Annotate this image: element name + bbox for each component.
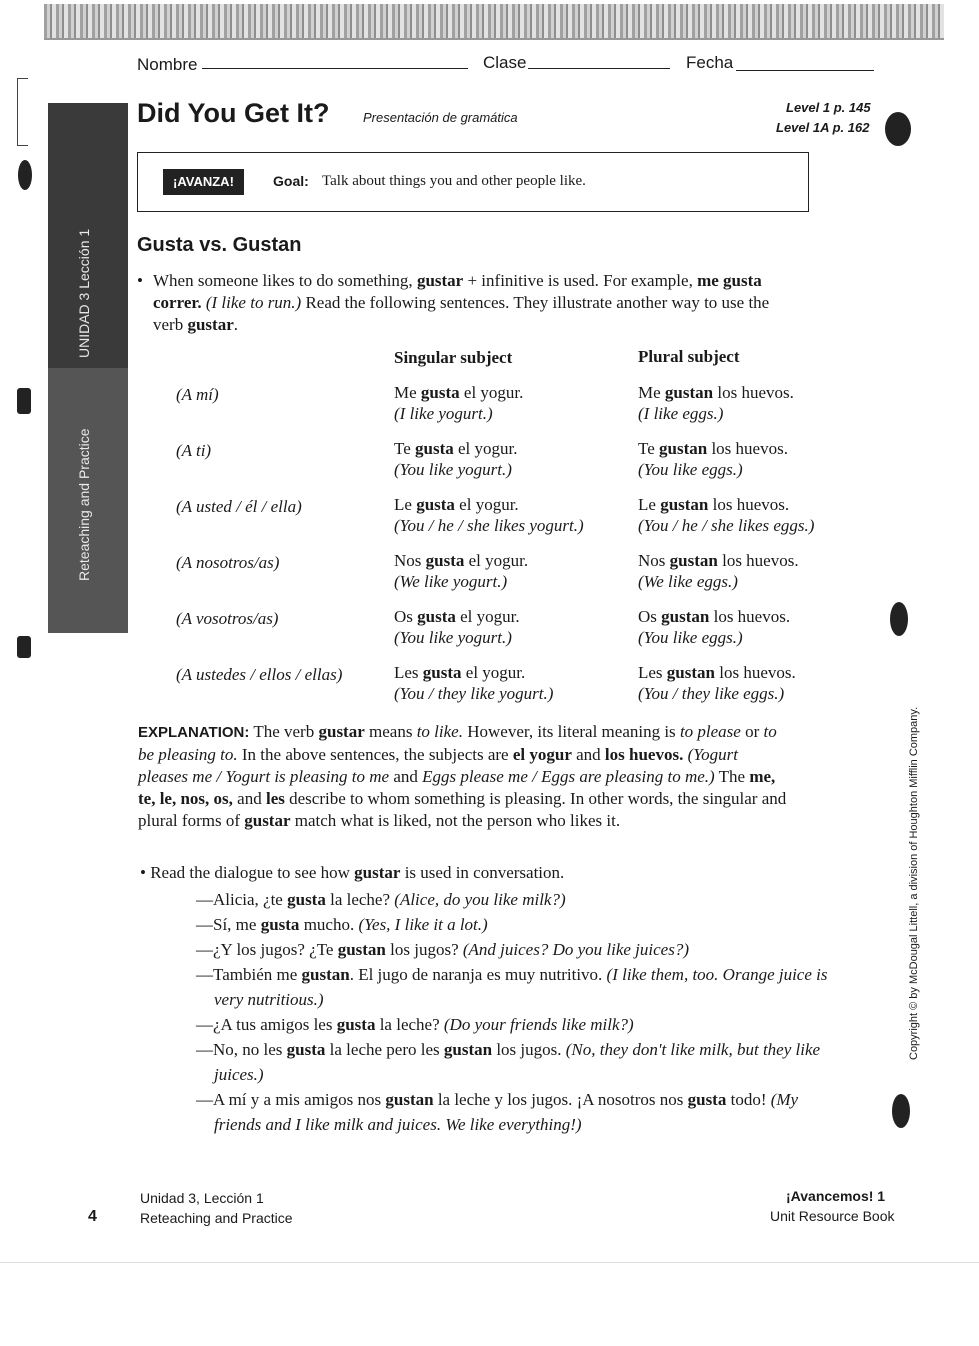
plural-sentence: Nos gustan los huevos. xyxy=(638,551,799,570)
table-pronoun: (A ustedes / ellos / ellas) xyxy=(176,665,343,684)
dialogue-line: —Sí, me gusta mucho. (Yes, I like it a lot.) xyxy=(196,915,488,934)
fecha-label: Fecha xyxy=(686,53,734,72)
singular-translation: (You like yogurt.) xyxy=(394,460,512,479)
level-1-ref: Level 1 p. 145 xyxy=(786,100,871,115)
moon-icon xyxy=(885,112,911,146)
dialogue xyxy=(196,887,846,1137)
fecha-field[interactable] xyxy=(736,69,874,71)
singular-translation: (I like yogurt.) xyxy=(394,404,493,423)
clase-field[interactable] xyxy=(528,67,670,69)
page-number: 4 xyxy=(88,1208,97,1225)
singular-translation: (You / they like yogurt.) xyxy=(394,684,554,703)
table-pronoun: (A ti) xyxy=(176,441,212,460)
singular-translation: (We like yogurt.) xyxy=(394,572,508,591)
plural-translation: (You like eggs.) xyxy=(638,628,743,647)
table-pronoun: (A mí) xyxy=(176,385,219,404)
dialogue-line: —¿Y los jugos? ¿Te gustan los jugos? (And juices? Do you like juices?) xyxy=(196,940,689,959)
footer-section: Reteaching and Practice xyxy=(140,1210,293,1226)
plural-translation: (I like eggs.) xyxy=(638,404,724,423)
singular-sentence: Le gusta el yogur. xyxy=(394,495,519,514)
sidebar-unit: UNIDAD 3 Lección 1 xyxy=(76,228,92,358)
dialogue-intro: • Read the dialogue to see how gustar is used in conversation. xyxy=(140,863,565,882)
moon-icon xyxy=(892,1094,910,1128)
intro-paragraph: • When someone likes to do something, gustar + infinitive is used. For example, me gusta correr. (I like to run.) Read the following sentences. They illustrate another way to use the verb gustar. xyxy=(137,271,770,334)
singular-sentence: Me gusta el yogur. xyxy=(394,383,524,402)
footer-book-sub: Unit Resource Book xyxy=(770,1208,895,1224)
table-pronoun: (A usted / él / ella) xyxy=(176,497,302,516)
singular-sentence: Les gusta el yogur. xyxy=(394,663,526,682)
sidebar-tab xyxy=(48,103,128,633)
goal-text: Talk about things you and other people like. xyxy=(322,173,586,189)
plural-sentence: Te gustan los huevos. xyxy=(638,439,788,458)
plural-translation: (You / he / she likes eggs.) xyxy=(638,516,815,535)
goal-label: Goal: xyxy=(273,173,309,189)
plural-sentence: Os gustan los huevos. xyxy=(638,607,791,626)
goal-box xyxy=(137,152,809,212)
sidebar-section: Reteaching and Practice xyxy=(76,428,92,581)
moon-icon xyxy=(890,602,908,636)
copyright-notice: Copyright © by McDougal Littell, a division of Houghton Mifflin Company. xyxy=(908,706,920,1060)
footer-book-title: ¡Avancemos! 1 xyxy=(786,1188,886,1204)
plural-sentence: Le gustan los huevos. xyxy=(638,495,790,514)
dialogue-line: —También me gustan. El jugo de naranja es muy nutritivo. (I like them, too. Orange juice is very nutritious.) xyxy=(196,965,828,1009)
decorative-border xyxy=(44,4,944,40)
nombre-label: Nombre xyxy=(137,55,198,74)
table-pronoun: (A nosotros/as) xyxy=(176,553,280,572)
col-plural-header: Plural subject xyxy=(638,347,740,366)
clase-label: Clase xyxy=(483,53,527,72)
scan-edge xyxy=(0,1262,979,1263)
plural-sentence: Me gustan los huevos. xyxy=(638,383,794,402)
singular-translation: (You like yogurt.) xyxy=(394,628,512,647)
explanation-paragraph: EXPLANATION: The verb gustar means to like. However, its literal meaning is to please or to be pleasing to. In the above sentences, the subjects are el yogur and los huevos. (Yogurt pleases me / Yogurt is pleasing to me and Eggs please me / Eggs are pleasing to me.) The me, te, le, nos, os, and les describe to whom something is pleasing. In other words, the singular and plural forms of gustar match what is liked, not the person who likes it. xyxy=(138,722,787,830)
dialogue-line: —A mí y a mis amigos nos gustan la leche y los jugos. ¡A nosotros nos gusta todo! (My friends and I like milk and juices. We like everything!) xyxy=(196,1090,799,1134)
singular-sentence: Os gusta el yogur. xyxy=(394,607,520,626)
tab-marker-icon xyxy=(17,388,31,414)
singular-sentence: Te gusta el yogur. xyxy=(394,439,518,458)
binder-hole-icon xyxy=(18,160,32,190)
footer-unit: Unidad 3, Lección 1 xyxy=(140,1190,264,1206)
tab-marker-icon xyxy=(17,636,31,658)
plural-sentence: Les gustan los huevos. xyxy=(638,663,796,682)
plural-translation: (You / they like eggs.) xyxy=(638,684,785,703)
plural-translation: (We like eggs.) xyxy=(638,572,738,591)
dialogue-line: —Alicia, ¿te gusta la leche? (Alice, do you like milk?) xyxy=(196,890,566,909)
plural-translation: (You like eggs.) xyxy=(638,460,743,479)
level-1a-ref: Level 1A p. 162 xyxy=(776,120,870,135)
singular-translation: (You / he / she likes yogurt.) xyxy=(394,516,584,535)
singular-sentence: Nos gusta el yogur. xyxy=(394,551,529,570)
avanza-badge: ¡AVANZA! xyxy=(163,169,244,195)
binder-bracket xyxy=(17,78,28,146)
page-subtitle: Presentación de gramática xyxy=(363,110,518,125)
page-title: Did You Get It? xyxy=(137,98,330,128)
section-heading: Gusta vs. Gustan xyxy=(137,234,302,256)
nombre-field[interactable] xyxy=(202,67,468,69)
table-pronoun: (A vosotros/as) xyxy=(176,609,279,628)
col-singular-header: Singular subject xyxy=(394,348,513,367)
dialogue-line: —No, no les gusta la leche pero les gustan los jugos. (No, they don't like milk, but they like juices.) xyxy=(196,1040,821,1084)
dialogue-line: —¿A tus amigos les gusta la leche? (Do your friends like milk?) xyxy=(196,1015,634,1034)
